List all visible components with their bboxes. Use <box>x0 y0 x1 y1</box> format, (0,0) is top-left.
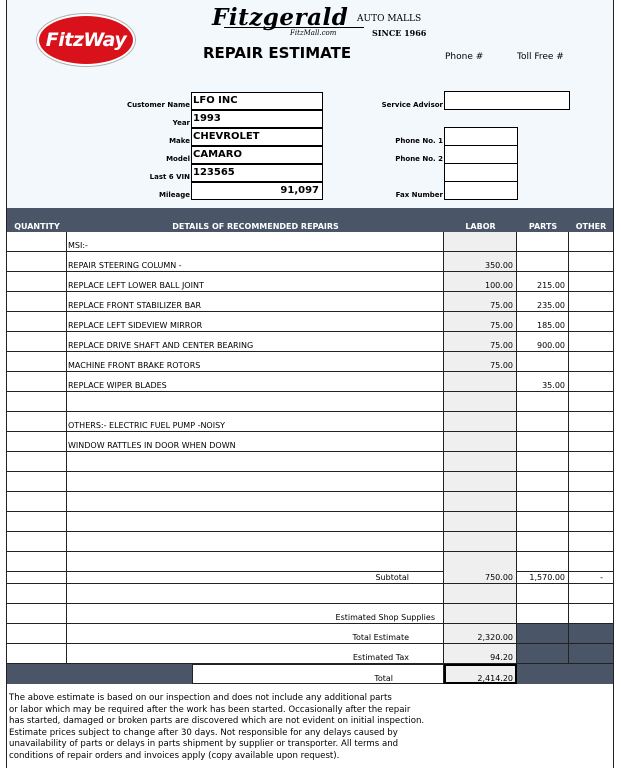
make-label: Make <box>169 137 190 145</box>
disclaimer-line: Estimate prices subject to change after 30 days. Not responsible for any delays caused by <box>9 727 398 738</box>
phone-no-2-field[interactable] <box>444 145 518 164</box>
total-value: 2,414.20 <box>444 664 517 684</box>
labor-cell[interactable] <box>444 472 517 492</box>
vin-field[interactable]: 123565 <box>191 164 323 182</box>
table-row <box>7 512 613 532</box>
brand-since: SINCE 1966 <box>372 28 427 38</box>
qty-cell[interactable] <box>7 532 67 552</box>
disclaimer-text <box>9 693 609 763</box>
dark-cell <box>569 624 613 644</box>
table-header <box>7 208 613 232</box>
qty-cell[interactable] <box>7 584 67 604</box>
table-row <box>7 392 613 412</box>
mileage-field[interactable]: 91,097 <box>191 182 323 200</box>
parts-cell[interactable]: 185.00 <box>517 312 569 332</box>
blank-summary-row <box>7 584 613 604</box>
details-header: DETAILS OF RECOMMENDED REPAIRS <box>172 222 339 231</box>
labor-cell[interactable]: 350.00 <box>444 252 517 272</box>
total-estimate-value: 2,320.00 <box>444 624 517 644</box>
disclaimer-line: The above estimate is based on our inspection and does not include any additional parts <box>9 693 392 703</box>
desc-cell[interactable] <box>67 472 444 492</box>
total-label: Total <box>192 664 444 684</box>
fitzway-logo: FitzWay <box>37 14 135 66</box>
table-row <box>7 332 613 352</box>
other-cell[interactable] <box>569 412 613 432</box>
parts-cell[interactable] <box>517 492 569 512</box>
other-cell[interactable] <box>569 532 613 552</box>
desc-cell[interactable] <box>67 492 444 512</box>
phone-label: Phone # <box>445 52 484 62</box>
parts-cell[interactable]: 235.00 <box>517 292 569 312</box>
dark-cell <box>517 624 569 644</box>
other-cell[interactable] <box>569 332 613 352</box>
disclaimer-line: or labor which may be required after the work has been started. Occasionally after the repair <box>9 704 411 715</box>
desc-cell[interactable]: MACHINE FRONT BRAKE ROTORS <box>67 352 444 372</box>
desc-cell[interactable]: REPAIR STEERING COLUMN - <box>67 252 444 272</box>
labor-cell[interactable] <box>444 492 517 512</box>
labor-cell[interactable] <box>444 532 517 552</box>
qty-cell[interactable] <box>7 272 67 292</box>
parts-cell[interactable] <box>517 604 569 624</box>
other-cell[interactable] <box>569 584 613 604</box>
qty-cell[interactable] <box>7 452 67 472</box>
estimated-tax-value: 94.20 <box>444 644 517 664</box>
desc-cell[interactable] <box>67 532 444 552</box>
model-label: Model <box>166 155 190 163</box>
parts-cell[interactable] <box>517 252 569 272</box>
shop-supplies-label: Estimated Shop Supplies <box>67 604 444 624</box>
parts-cell[interactable] <box>517 352 569 372</box>
qty-cell[interactable] <box>7 432 67 452</box>
other-cell[interactable] <box>569 252 613 272</box>
customer-name-field[interactable]: LFO INC <box>191 92 323 110</box>
qty-cell[interactable] <box>7 472 67 492</box>
qty-cell[interactable] <box>7 252 67 272</box>
desc-cell[interactable] <box>67 452 444 472</box>
labor-cell[interactable]: 75.00 <box>444 352 517 372</box>
desc-cell[interactable] <box>67 392 444 412</box>
table-row <box>7 372 613 392</box>
other-cell[interactable] <box>569 452 613 472</box>
table-row <box>7 292 613 312</box>
parts-cell[interactable] <box>517 584 569 604</box>
desc-cell[interactable]: REPLACE LEFT SIDEVIEW MIRROR <box>67 312 444 332</box>
other-cell[interactable] <box>569 492 613 512</box>
year-field[interactable]: 1993 <box>191 110 323 128</box>
desc-cell[interactable]: WINDOW RATTLES IN DOOR WHEN DOWN <box>67 432 444 452</box>
parts-cell[interactable] <box>517 432 569 452</box>
phone-no-1-field[interactable] <box>444 127 518 146</box>
other-cell[interactable] <box>569 352 613 372</box>
labor-cell[interactable]: 100.00 <box>444 272 517 292</box>
qty-cell[interactable] <box>7 512 67 532</box>
table-row <box>7 272 613 292</box>
table-row <box>7 532 613 552</box>
form-header <box>7 0 613 209</box>
parts-cell[interactable]: 215.00 <box>517 272 569 292</box>
total-estimate-row <box>7 624 613 644</box>
quantity-header: QUANTITY <box>14 222 60 231</box>
desc-cell[interactable] <box>67 512 444 532</box>
parts-cell[interactable] <box>517 412 569 432</box>
vin-label: Last 6 VIN <box>149 173 190 181</box>
service-advisor-field[interactable] <box>444 91 570 110</box>
total-estimate-label: Total Estimate <box>67 624 444 644</box>
brand-url: FitzMall.com <box>290 29 337 37</box>
qty-cell[interactable] <box>7 292 67 312</box>
subtotal-row <box>7 564 613 584</box>
desc-cell[interactable]: REPLACE FRONT STABILIZER BAR <box>67 292 444 312</box>
disclaimer-line: unavailability of parts or delays in parts shipment by supplier or transporter. All terms and <box>9 739 399 750</box>
qty-cell[interactable] <box>7 392 67 412</box>
phone-no-2-label: Phone No. 2 <box>395 155 443 163</box>
year-label: Year <box>172 119 190 127</box>
labor-header: LABOR <box>465 222 496 231</box>
labor-cell[interactable] <box>444 452 517 472</box>
table-row <box>7 492 613 512</box>
parts-cell[interactable] <box>517 532 569 552</box>
fax-number-label: Fax Number <box>395 191 443 199</box>
parts-cell[interactable] <box>517 392 569 412</box>
tollfree-label: Toll Free # <box>517 52 564 62</box>
desc-cell[interactable]: OTHERS:- ELECTRIC FUEL PUMP -NOISY <box>67 412 444 432</box>
labor-cell[interactable] <box>444 392 517 412</box>
other-cell[interactable] <box>569 272 613 292</box>
shop-supplies-row <box>7 604 613 624</box>
brand-block <box>212 4 452 38</box>
other-cell[interactable] <box>569 312 613 332</box>
qty-cell[interactable] <box>7 372 67 392</box>
table-row <box>7 352 613 372</box>
labor-cell[interactable] <box>444 432 517 452</box>
parts-header: PARTS <box>528 222 558 231</box>
other-cell[interactable] <box>569 392 613 412</box>
labor-cell[interactable]: 75.00 <box>444 312 517 332</box>
disclaimer-line: has started, damaged or broken parts are discovered which are not evident on initial inspection. <box>9 716 425 727</box>
labor-cell[interactable] <box>444 412 517 432</box>
parts-cell[interactable] <box>517 472 569 492</box>
qty-cell[interactable] <box>7 352 67 372</box>
disclaimer-line: conditions of repair orders and invoices apply (copy available upon request). <box>9 750 340 761</box>
qty-cell[interactable] <box>7 604 67 624</box>
brand-underline <box>224 27 364 28</box>
table-row <box>7 432 613 452</box>
subtotal-label: Subtotal <box>67 564 444 584</box>
estimated-tax-row <box>7 644 613 664</box>
total-row <box>7 664 613 684</box>
dark-cell <box>569 644 613 664</box>
qty-cell[interactable] <box>7 232 67 252</box>
labor-cell[interactable] <box>444 584 517 604</box>
parts-cell[interactable] <box>517 512 569 532</box>
other-cell[interactable] <box>569 472 613 492</box>
qty-cell[interactable] <box>7 412 67 432</box>
brand-sub: AUTO MALLS <box>357 14 422 24</box>
labor-cell[interactable] <box>444 512 517 532</box>
labor-cell[interactable]: 75.00 <box>444 332 517 352</box>
table-row <box>7 452 613 472</box>
qty-cell[interactable] <box>7 564 67 584</box>
other-cell[interactable] <box>569 372 613 392</box>
table-row <box>7 412 613 432</box>
parts-cell[interactable] <box>517 232 569 252</box>
qty-cell[interactable] <box>7 644 67 664</box>
other-header: OTHER <box>575 222 607 231</box>
labor-cell[interactable] <box>444 372 517 392</box>
make-field[interactable]: CHEVROLET <box>191 128 323 146</box>
mileage-label: Mileage <box>159 191 190 199</box>
phone-no-1-label: Phone No. 1 <box>395 137 443 145</box>
subtotal-other: - <box>569 564 613 584</box>
estimated-tax-label: Estimated Tax <box>67 644 444 664</box>
qty-cell[interactable] <box>7 312 67 332</box>
customer-name-label: Customer Name <box>127 101 190 109</box>
parts-cell[interactable]: 35.00 <box>517 372 569 392</box>
page-title: REPAIR ESTIMATE <box>203 44 352 62</box>
brand-name: Fitzgerald <box>212 4 349 31</box>
other-cell[interactable] <box>569 512 613 532</box>
labor-cell[interactable] <box>444 232 517 252</box>
desc-cell[interactable]: REPLACE WIPER BLADES <box>67 372 444 392</box>
extra-field[interactable] <box>444 163 518 182</box>
shop-supplies-value[interactable] <box>444 604 517 624</box>
table-row <box>7 252 613 272</box>
desc-cell[interactable]: MSI:- <box>67 232 444 252</box>
qty-cell[interactable] <box>7 624 67 644</box>
dark-cell <box>517 644 569 664</box>
repair-estimate-form <box>6 0 614 768</box>
qty-cell[interactable] <box>7 332 67 352</box>
labor-cell[interactable]: 75.00 <box>444 292 517 312</box>
desc-cell[interactable]: REPLACE DRIVE SHAFT AND CENTER BEARING <box>67 332 444 352</box>
table-row <box>7 232 613 252</box>
model-field[interactable]: CAMARO <box>191 146 323 164</box>
other-cell[interactable] <box>569 292 613 312</box>
table-row <box>7 312 613 332</box>
table-row <box>7 472 613 492</box>
parts-cell[interactable]: 900.00 <box>517 332 569 352</box>
desc-cell[interactable] <box>67 584 444 604</box>
other-cell[interactable] <box>569 604 613 624</box>
subtotal-parts: 1,570.00 <box>517 564 569 584</box>
qty-cell[interactable] <box>7 492 67 512</box>
fax-number-field[interactable] <box>444 181 518 200</box>
other-cell[interactable] <box>569 432 613 452</box>
service-advisor-label: Service Advisor <box>381 101 443 109</box>
desc-cell[interactable]: REPLACE LEFT LOWER BALL JOINT <box>67 272 444 292</box>
subtotal-labor: 750.00 <box>444 564 517 584</box>
parts-cell[interactable] <box>517 452 569 472</box>
other-cell[interactable] <box>569 232 613 252</box>
